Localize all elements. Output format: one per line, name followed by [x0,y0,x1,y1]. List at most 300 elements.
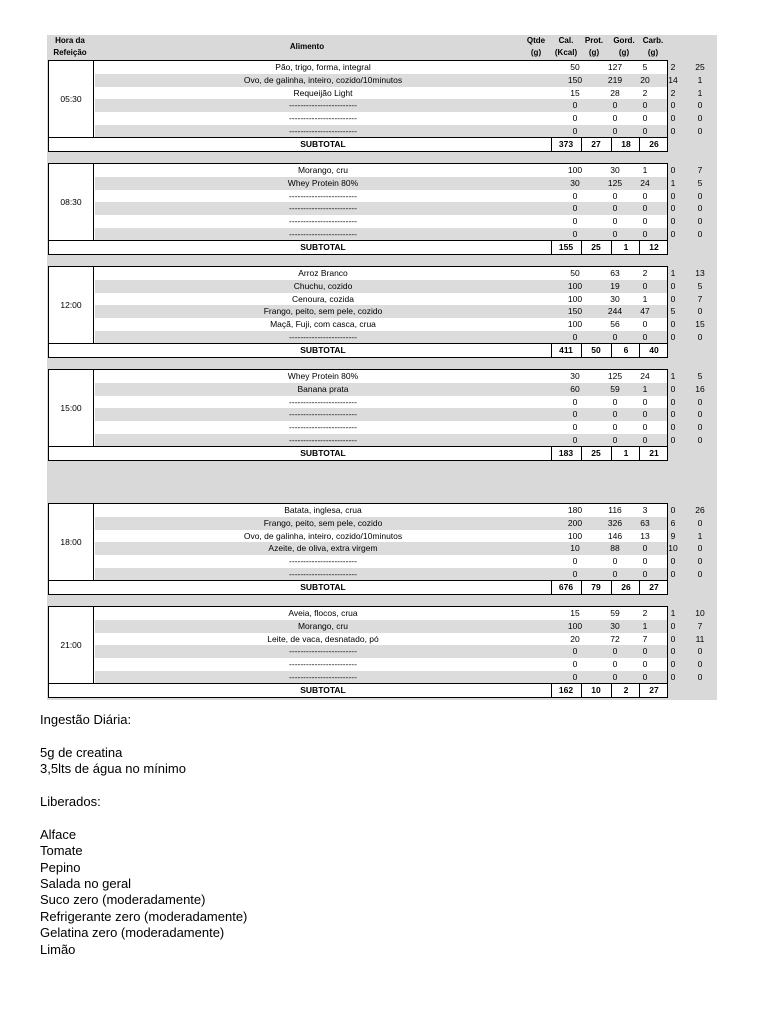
food-carb: 0 [697,435,703,445]
food-gord: 0 [670,280,676,291]
food-row [95,555,703,568]
food-carb: 0 [697,100,703,111]
header-gord-line1: Gord. [613,36,635,45]
food-cal: 0 [612,126,618,136]
meal-block [48,369,705,461]
subtotal-divider [639,344,640,357]
food-qtde: 50 [570,268,580,278]
food-row [95,99,703,112]
food-carb: 0 [697,422,703,433]
subtotal-divider [551,344,552,357]
food-qtde: 200 [567,517,583,528]
food-prot: 0 [642,100,648,111]
food-row [95,202,703,215]
food-prot: 0 [642,113,648,124]
food-qtde: 0 [572,229,578,239]
food-row [95,530,703,543]
subtotal-divider [551,241,552,254]
food-row [95,396,703,409]
food-gord: 6 [670,517,676,528]
food-row [95,504,705,517]
food-name: ------------------------ [289,396,357,407]
meal-time: 15:00 [49,370,94,447]
food-gord: 0 [670,422,676,433]
subtotal-divider [551,138,552,151]
allowed-item: Suco zero (moderadamente) [40,892,206,908]
food-gord: 2 [670,87,676,98]
meal-time: 18:00 [49,504,94,581]
food-prot: 2 [642,268,648,278]
food-cal: 72 [610,633,620,644]
food-qtde: 0 [572,409,578,420]
food-carb: 0 [697,229,703,239]
food-name: Aveia, flocos, crua [288,608,358,618]
food-row [95,215,703,228]
food-carb: 0 [697,569,703,579]
header-cal [551,35,581,59]
food-gord: 2 [670,62,676,72]
food-gord: 0 [670,113,676,124]
food-name: Leite, de vaca, desnatado, pó [267,633,379,644]
subtotal-divider [611,581,612,594]
food-gord: 14 [668,74,678,85]
header-alimento [94,41,520,53]
food-gord: 1 [670,177,676,188]
header-carb [638,35,668,59]
food-row [95,267,705,280]
daily-item: 3,5lts de água no mínimo [40,761,186,777]
meal-block [48,503,705,595]
food-row [95,620,703,633]
food-gord: 0 [670,659,676,670]
food-cal: 19 [610,280,620,291]
food-prot: 0 [642,569,648,579]
subtotal-divider [639,684,640,697]
food-name: Ovo, de galinha, inteiro, cozido/10minutos [243,530,403,541]
subtotal-prot: 10 [591,684,601,695]
header-prot [580,35,608,59]
food-name: Frango, peito, sem pele, cozido [263,517,383,528]
food-qtde: 30 [570,177,580,188]
food-qtde: 100 [567,293,583,304]
food-row [95,87,703,100]
food-prot: 1 [642,293,648,304]
food-carb: 16 [695,383,705,394]
food-cal: 0 [612,113,618,124]
food-cal: 88 [610,543,620,554]
food-qtde: 15 [570,87,580,98]
food-qtde: 0 [572,190,578,201]
header-alimento-label: Alimento [289,42,325,51]
subtotal-cal: 162 [558,684,574,695]
food-carb: 1 [697,530,703,541]
food-prot: 2 [642,608,648,618]
food-gord: 0 [670,396,676,407]
food-carb: 0 [697,113,703,124]
subtotal-carb: 27 [649,684,659,695]
food-gord: 0 [670,646,676,657]
notes-section [40,712,540,958]
subtotal-label: SUBTOTAL [300,581,346,592]
meal-block [48,60,705,152]
spacer [40,810,540,826]
food-prot: 0 [642,216,648,227]
subtotal-carb: 40 [649,344,659,355]
food-qtde: 0 [572,672,578,682]
food-carb: 0 [697,396,703,407]
food-gord: 10 [668,543,678,554]
food-cal: 0 [612,556,618,567]
food-name: ------------------------ [289,229,357,239]
header-hora [48,35,92,59]
food-gord: 0 [670,216,676,227]
food-carb: 0 [697,332,703,342]
food-row [95,421,703,434]
food-name: Morango, cru [297,165,349,175]
food-prot: 0 [642,126,648,136]
food-name: ------------------------ [289,672,357,682]
food-cal: 0 [612,203,618,214]
food-prot: 24 [640,177,650,188]
food-name: Whey Protein 80% [287,371,359,381]
food-gord: 5 [670,306,676,317]
food-carb: 7 [697,293,703,304]
food-name: Azeite, de oliva, extra virgem [268,543,378,554]
subtotal-cal: 155 [558,241,574,252]
food-name: ------------------------ [289,435,357,445]
subtotal-carb: 12 [649,241,659,252]
food-gord: 0 [670,435,676,445]
food-gord: 0 [670,556,676,567]
food-qtde: 100 [567,530,583,541]
food-row [95,517,703,530]
food-qtde: 100 [567,280,583,291]
food-qtde: 0 [572,435,578,445]
food-cal: 125 [607,177,623,188]
food-name: ------------------------ [289,113,357,124]
food-gord: 0 [670,332,676,342]
subtotal-carb: 27 [649,581,659,592]
header-cal-line2: (Kcal) [554,48,578,57]
food-qtde: 150 [567,306,583,317]
food-prot: 0 [642,646,648,657]
food-name: Morango, cru [297,620,349,631]
food-row [95,305,703,318]
meal-block [48,606,705,698]
food-gord: 1 [670,371,676,381]
header-qtde-line2: (g) [530,48,542,57]
header-gord-line2: (g) [618,48,630,57]
meal-time: 08:30 [49,164,94,241]
food-cal: 146 [607,530,623,541]
food-carb: 0 [697,203,703,214]
food-cal: 0 [612,672,618,682]
food-prot: 7 [642,633,648,644]
subtotal-label: SUBTOTAL [300,447,346,458]
subtotal-row [49,137,667,151]
header-prot-line2: (g) [588,48,600,57]
allowed-item: Limão [40,941,76,957]
food-cal: 0 [612,229,618,239]
food-row [95,633,705,646]
food-prot: 24 [640,371,650,381]
subtotal-gord: 18 [621,138,631,149]
food-cal: 0 [612,100,618,111]
subtotal-cal: 411 [559,344,573,355]
meal-time: 05:30 [49,61,94,138]
food-qtde: 0 [572,396,578,407]
food-row [95,280,703,293]
food-prot: 0 [642,332,648,342]
food-cal: 0 [612,409,618,420]
food-qtde: 100 [567,319,583,330]
food-prot: 13 [640,530,650,541]
food-gord: 0 [670,100,676,111]
food-row [95,542,703,555]
food-name: ------------------------ [289,190,357,201]
food-name: Arroz Branco [298,268,348,278]
food-row [95,74,703,87]
allowed-item: Alface [40,826,77,842]
meal-time: 12:00 [49,267,94,344]
food-prot: 0 [642,659,648,670]
food-carb: 7 [697,620,703,631]
food-carb: 11 [695,633,705,644]
food-cal: 0 [612,646,618,657]
food-qtde: 15 [570,608,580,618]
header-qtde [522,35,550,59]
subtotal-cal: 183 [558,447,574,458]
food-row [95,383,705,396]
daily-item: 5g de creatina [40,744,123,760]
subtotal-cal: 373 [558,138,574,149]
subtotal-prot: 25 [591,241,601,252]
food-cal: 59 [610,383,620,394]
allowed-item: Refrigerante zero (moderadamente) [40,908,248,924]
food-qtde: 20 [570,633,580,644]
subtotal-label: SUBTOTAL [300,241,346,252]
food-qtde: 0 [572,332,578,342]
allowed-item: Gelatina zero (moderadamente) [40,925,225,941]
food-gord: 0 [670,319,676,330]
food-cal: 0 [612,396,618,407]
food-qtde: 0 [572,100,578,111]
subtotal-row [49,580,667,594]
food-cal: 30 [610,165,620,175]
food-gord: 0 [670,203,676,214]
food-prot: 0 [642,319,648,330]
allowed-item: Tomate [40,843,83,859]
subtotal-divider [581,447,582,460]
food-gord: 0 [670,190,676,201]
subtotal-gord: 1 [623,241,629,252]
food-name: ------------------------ [289,216,357,227]
food-prot: 47 [640,306,650,317]
subtotal-divider [551,581,552,594]
food-cal: 56 [610,319,620,330]
meal-time: 21:00 [49,607,94,684]
food-qtde: 100 [567,165,583,175]
subtotal-divider [611,684,612,697]
subtotal-divider [551,684,552,697]
food-cal: 0 [612,190,618,201]
food-gord: 1 [670,268,676,278]
allowed-title: Liberados: [40,794,101,809]
food-prot: 0 [642,203,648,214]
food-carb: 5 [697,177,703,188]
food-cal: 116 [608,505,622,515]
header-cal-line1: Cal. [558,36,574,45]
food-prot: 5 [642,62,648,72]
food-name: Cenoura, cozida [292,293,354,304]
food-carb: 15 [695,319,705,330]
food-qtde: 0 [572,113,578,124]
food-cal: 125 [607,371,623,381]
subtotal-divider [611,344,612,357]
food-prot: 1 [642,620,648,631]
food-name: ------------------------ [289,332,357,342]
food-cal: 30 [610,293,620,304]
food-name: ------------------------ [289,659,357,670]
meal-block [48,163,703,255]
food-name: Batata, inglesa, crua [284,505,362,515]
subtotal-label: SUBTOTAL [300,684,346,695]
food-prot: 0 [642,543,648,554]
food-carb: 0 [697,659,703,670]
food-gord: 0 [670,409,676,420]
subtotal-divider [639,138,640,151]
food-prot: 0 [642,229,648,239]
food-gord: 0 [670,293,676,304]
subtotal-divider [639,241,640,254]
subtotal-divider [581,241,582,254]
food-qtde: 0 [572,646,578,657]
food-qtde: 10 [570,543,580,554]
food-name: ------------------------ [289,409,357,420]
food-qtde: 100 [567,620,583,631]
food-gord: 0 [670,505,676,515]
food-row [95,164,703,177]
food-cal: 326 [607,517,623,528]
food-prot: 1 [642,165,648,175]
food-prot: 20 [640,74,650,85]
food-row [95,607,705,620]
food-row [95,658,703,671]
spacer [40,778,540,794]
food-prot: 2 [642,87,648,98]
food-cal: 127 [607,62,623,72]
food-carb: 7 [697,165,703,175]
subtotal-prot: 25 [591,447,601,458]
food-gord: 0 [670,126,676,136]
food-row [95,293,703,306]
subtotal-cal: 676 [558,581,574,592]
food-name: Ovo, de galinha, inteiro, cozido/10minutos [243,74,403,85]
header-hora-line1: Hora da [55,36,85,45]
subtotal-carb: 26 [649,138,659,149]
food-cal: 0 [612,332,618,342]
header-carb-line1: Carb. [642,36,664,45]
food-row [95,190,703,203]
food-row [95,408,703,421]
food-name: ------------------------ [289,646,357,657]
subtotal-divider [611,241,612,254]
header-carb-line2: (g) [647,48,659,57]
subtotal-divider [581,138,582,151]
food-qtde: 0 [572,216,578,227]
food-row [95,61,705,74]
food-gord: 0 [670,229,676,239]
food-carb: 1 [697,74,703,85]
subtotal-row [49,446,667,460]
food-carb: 26 [695,505,705,515]
food-prot: 0 [642,422,648,433]
food-carb: 0 [697,216,703,227]
food-prot: 0 [642,190,648,201]
food-cal: 28 [610,87,620,98]
food-qtde: 0 [572,569,578,579]
food-prot: 0 [642,396,648,407]
food-carb: 0 [697,517,703,528]
food-cal: 30 [610,620,620,631]
food-qtde: 60 [570,383,580,394]
allowed-item: Pepino [40,859,81,875]
food-carb: 5 [697,280,703,291]
food-name: Chuchu, cozido [293,280,353,291]
food-name: ------------------------ [289,100,357,111]
food-name: Whey Protein 80% [287,177,359,188]
food-gord: 0 [670,383,676,394]
food-name: Frango, peito, sem pele, cozido [263,306,383,317]
subtotal-gord: 26 [621,581,631,592]
food-gord: 0 [670,620,676,631]
food-cal: 0 [612,569,618,579]
food-cal: 63 [610,268,620,278]
food-row [95,318,705,331]
food-prot: 0 [642,409,648,420]
food-row [95,645,703,658]
food-gord: 0 [670,633,676,644]
header-hora-line2: Refeição [53,48,87,57]
food-carb: 0 [697,672,703,682]
food-cal: 0 [612,659,618,670]
food-qtde: 0 [572,203,578,214]
subtotal-divider [581,684,582,697]
food-name: ------------------------ [289,422,357,433]
food-carb: 5 [697,371,703,381]
food-qtde: 0 [572,422,578,433]
food-row [95,112,703,125]
food-cal: 244 [607,306,623,317]
food-carb: 10 [695,608,705,618]
daily-intake-title: Ingestão Diária: [40,712,132,727]
food-cal: 219 [607,74,623,85]
food-qtde: 180 [567,505,583,515]
subtotal-divider [639,581,640,594]
header-prot-line1: Prot. [584,36,604,45]
food-name: ------------------------ [289,556,357,567]
subtotal-label: SUBTOTAL [300,138,346,149]
food-name: ------------------------ [289,203,357,214]
food-carb: 0 [697,646,703,657]
header-gord [609,35,639,59]
food-prot: 1 [642,383,648,394]
food-prot: 0 [642,672,648,682]
food-prot: 0 [642,280,648,291]
food-row [95,177,703,190]
food-carb: 0 [697,409,703,420]
food-qtde: 50 [570,62,580,72]
